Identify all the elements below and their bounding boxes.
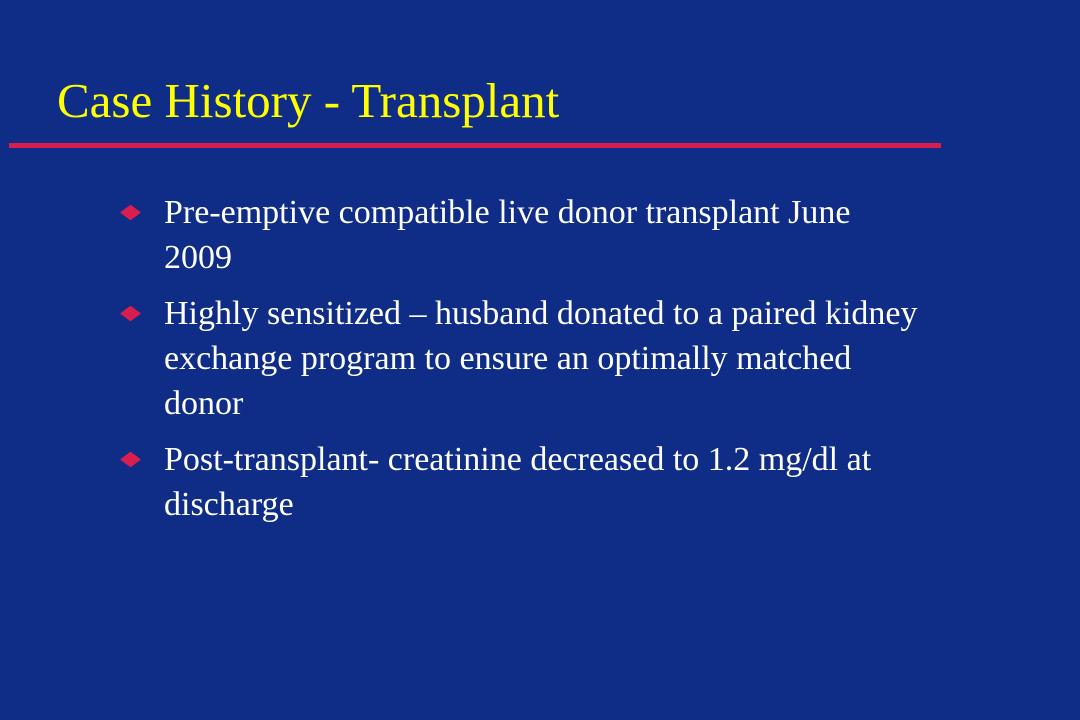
bullet-item <box>120 190 920 280</box>
diamond-bullet-icon <box>120 205 141 221</box>
bullet-item <box>120 437 920 527</box>
diamond-bullet-icon <box>120 306 141 322</box>
bullet-text: Post-transplant- creatinine decreased to 1.2 mg/dl at discharge <box>164 441 872 523</box>
slide-title: Case History - Transplant <box>57 73 560 128</box>
bullet-text: Highly sensitized – husband donated to a paired kidney exchange program to ensure an optimally matched donor <box>164 295 918 422</box>
bullet-item <box>120 291 920 426</box>
bullet-list <box>120 190 920 538</box>
diamond-bullet-icon <box>120 452 141 468</box>
bullet-text: Pre-emptive compatible live donor transplant June 2009 <box>164 194 851 276</box>
title-underline <box>9 143 941 148</box>
